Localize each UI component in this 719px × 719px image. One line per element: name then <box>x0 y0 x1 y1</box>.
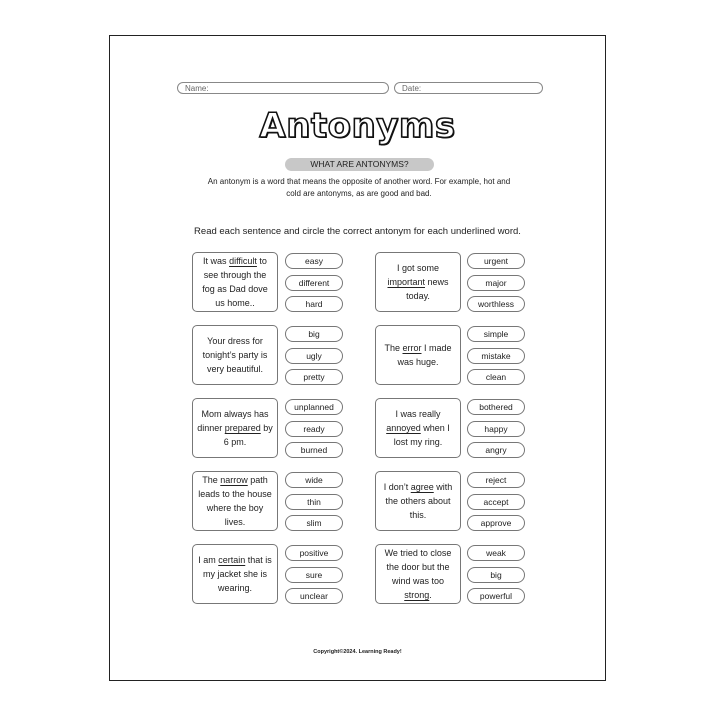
answer-option[interactable]: easy <box>285 253 343 269</box>
answer-option[interactable]: hard <box>285 296 343 312</box>
sentence-before: The <box>202 475 221 485</box>
sentence-box <box>375 252 461 312</box>
sentence-text <box>380 261 456 303</box>
sentence-before: I am <box>198 555 219 565</box>
copyright: Copyright©2024. Learning Ready! <box>313 649 402 655</box>
answer-option[interactable]: burned <box>285 442 343 458</box>
answer-option[interactable]: pretty <box>285 369 343 385</box>
underlined-word: narrow <box>220 475 248 485</box>
sentence-box <box>375 325 461 385</box>
answer-option[interactable]: unclear <box>285 588 343 604</box>
sentence-box <box>192 544 278 604</box>
answer-option[interactable]: big <box>285 326 343 342</box>
sentence-text <box>197 553 273 595</box>
underlined-word: important <box>387 277 425 287</box>
underlined-word: annoyed <box>386 423 421 433</box>
sentence-box <box>192 471 278 531</box>
answer-option[interactable]: major <box>467 275 525 291</box>
sentence-after: with the others about this. <box>385 482 453 520</box>
page-title: Antonyms <box>259 106 456 146</box>
sentence-after: by 6 pm. <box>223 423 273 447</box>
answer-option[interactable]: approve <box>467 515 525 531</box>
sentence-after: to see through the fog as Dad dove us home.. <box>202 256 268 308</box>
sentence-before: The <box>384 343 403 353</box>
instructions: Read each sentence and circle the correct antonym for each underlined word. <box>194 226 521 237</box>
sentence-text <box>380 480 456 522</box>
answer-option[interactable]: wide <box>285 472 343 488</box>
answer-option[interactable]: positive <box>285 545 343 561</box>
sentence-before: Your dress for tonight’s party is very beautiful. <box>202 336 268 374</box>
sentence-before: We tried to close the door but the wind was too <box>384 548 452 586</box>
underlined-word: prepared <box>224 423 261 433</box>
sentence-text <box>380 341 456 369</box>
sentence-before: I got some <box>396 263 440 273</box>
answer-option[interactable]: big <box>467 567 525 583</box>
underlined-word: difficult <box>229 256 257 266</box>
worksheet-page <box>109 35 606 681</box>
sentence-text <box>197 473 273 529</box>
answer-option[interactable]: weak <box>467 545 525 561</box>
answer-option[interactable]: slim <box>285 515 343 531</box>
answer-option[interactable]: different <box>285 275 343 291</box>
definition-text: An antonym is a word that means the opposite of another word. For example, hot and cold are antonyms, as are good and bad. <box>207 177 511 198</box>
sentence-before: Mom always has dinner <box>197 409 269 433</box>
sentence-text <box>380 407 456 449</box>
underlined-word: agree <box>410 482 434 492</box>
answer-option[interactable]: powerful <box>467 588 525 604</box>
section-label: WHAT ARE ANTONYMS? <box>285 158 434 171</box>
sentence-before: It was <box>203 256 230 266</box>
sentence-after: path leads to the house where the boy lives. <box>198 475 272 527</box>
sentence-before: I don’t <box>383 482 411 492</box>
answer-option[interactable]: happy <box>467 421 525 437</box>
answer-option[interactable]: simple <box>467 326 525 342</box>
sentence-text <box>380 546 456 602</box>
sentence-after: that is my jacket she is wearing. <box>202 555 272 593</box>
date-field[interactable]: Date: <box>394 82 543 94</box>
answer-option[interactable]: mistake <box>467 348 525 364</box>
answer-option[interactable]: accept <box>467 494 525 510</box>
sentence-after: when I lost my ring. <box>393 423 450 447</box>
answer-option[interactable]: clean <box>467 369 525 385</box>
answer-option[interactable]: ugly <box>285 348 343 364</box>
sentence-text <box>197 334 273 376</box>
sentence-text <box>197 254 273 310</box>
answer-option[interactable]: ready <box>285 421 343 437</box>
answer-option[interactable]: bothered <box>467 399 525 415</box>
answer-option[interactable]: angry <box>467 442 525 458</box>
answer-option[interactable]: reject <box>467 472 525 488</box>
sentence-before: I was really <box>395 409 441 419</box>
sentence-after: I made was huge. <box>397 343 452 367</box>
sentence-box <box>375 544 461 604</box>
sentence-box <box>192 398 278 458</box>
sentence-box <box>375 398 461 458</box>
answer-option[interactable]: worthless <box>467 296 525 312</box>
underlined-word: strong <box>404 590 430 600</box>
underlined-word: certain <box>218 555 246 565</box>
sentence-after: news today. <box>406 277 449 301</box>
sentence-text <box>197 407 273 449</box>
underlined-word: error <box>402 343 422 353</box>
answer-option[interactable]: sure <box>285 567 343 583</box>
sentence-after: . <box>429 590 432 600</box>
answer-option[interactable]: unplanned <box>285 399 343 415</box>
answer-option[interactable]: urgent <box>467 253 525 269</box>
sentence-box <box>192 325 278 385</box>
sentence-box <box>375 471 461 531</box>
sentence-box <box>192 252 278 312</box>
name-field[interactable]: Name: <box>177 82 389 94</box>
answer-option[interactable]: thin <box>285 494 343 510</box>
